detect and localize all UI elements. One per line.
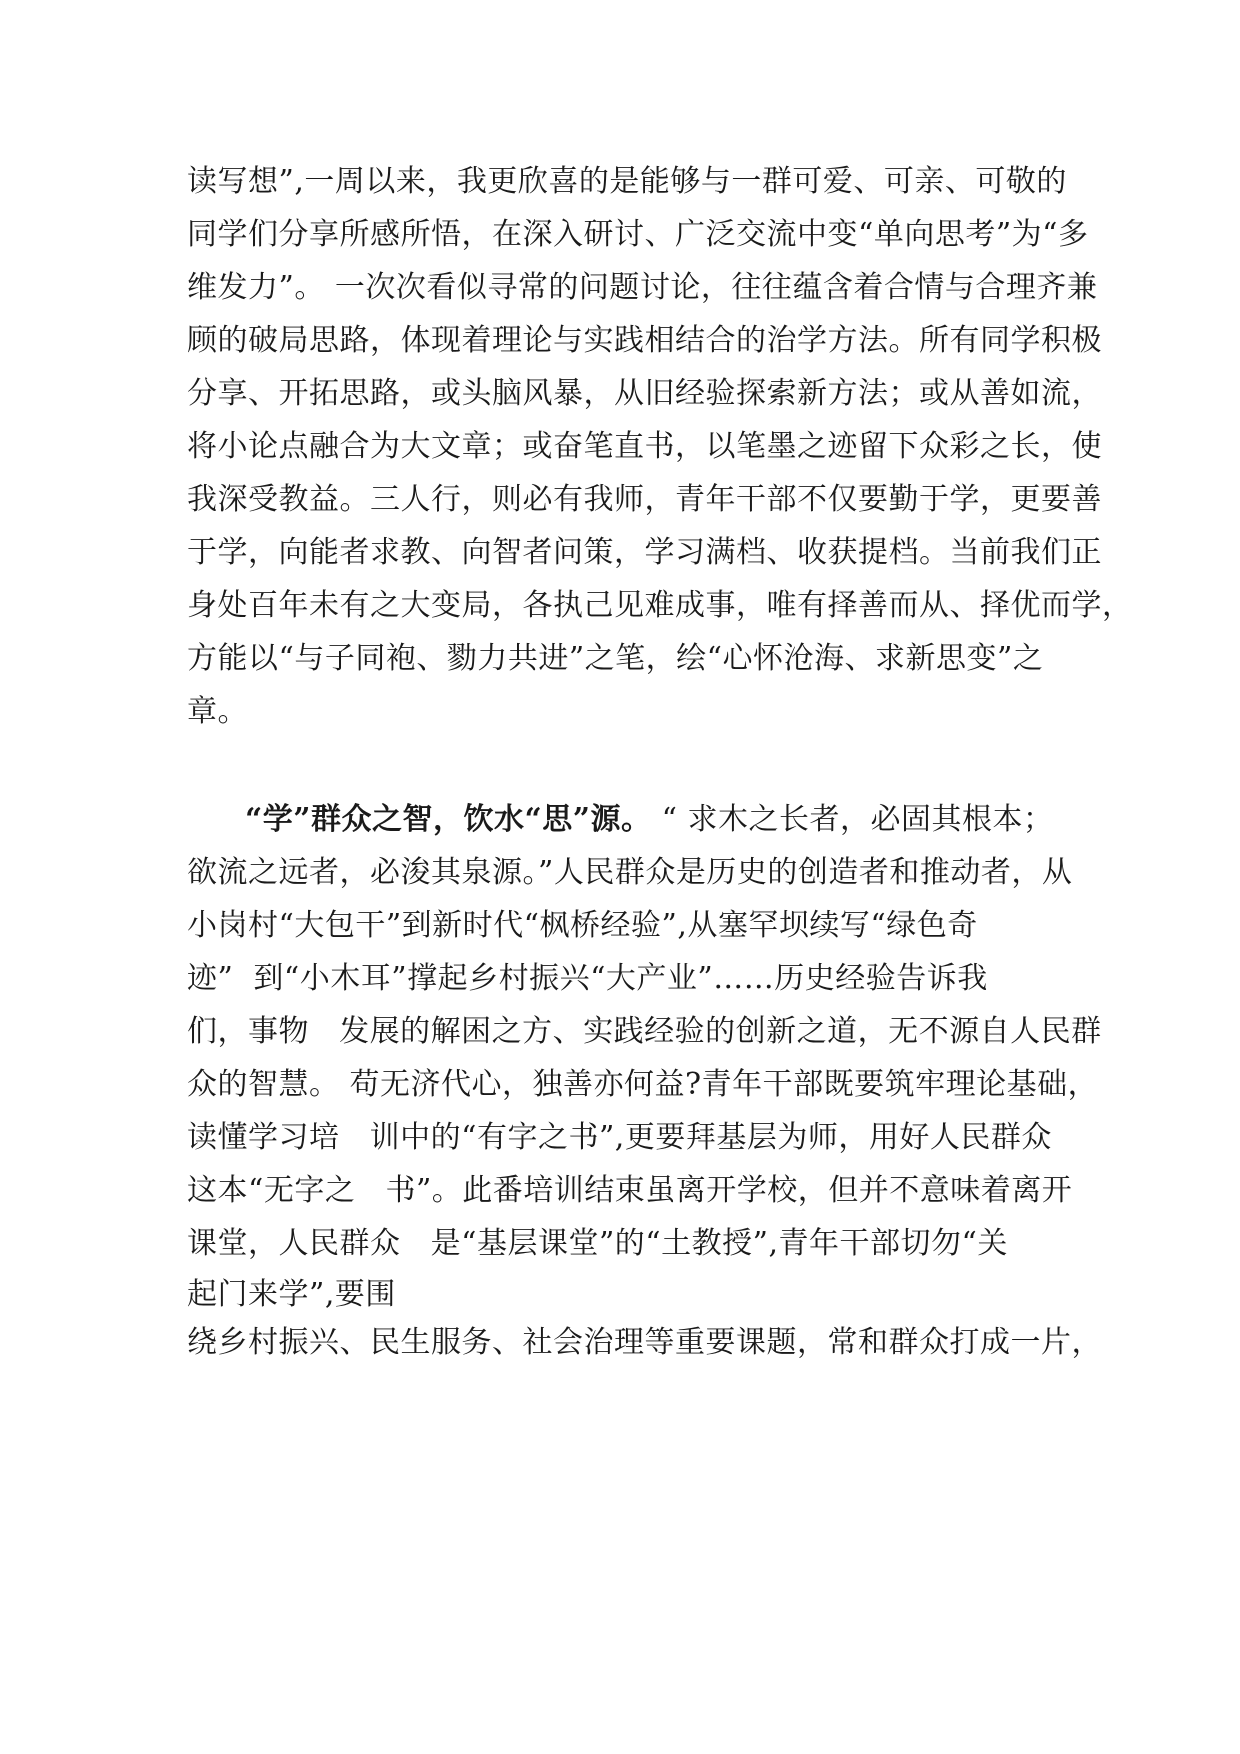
- paragraph-1-line: 顾的破局思路，体现着理论与实践相结合的治学方法。所有同学积极: [187, 323, 1102, 358]
- paragraph-1-line: 章。: [187, 694, 248, 729]
- paragraph-2-line: 这本“无字之 书”。此番培训结束虽离开学校，但并不意味着离开: [187, 1173, 1073, 1208]
- paragraph-2-line: 小岗村“大包干”到新时代“枫桥经验”,从塞罕坝续写“绿色奇: [187, 908, 978, 943]
- paragraph-2-heading: “学”群众之智，饮水“思”源。: [245, 802, 652, 837]
- paragraph-1-line: 分享、开拓思路，或头脑风暴，从旧经验探索新方法；或从善如流，: [187, 376, 1102, 411]
- paragraph-2-line: 们，事物 发展的解困之方、实践经验的创新之道，无不源自人民群: [187, 1014, 1102, 1049]
- paragraph-1-line: 身处百年未有之大变局，各执己见难成事，唯有择善而从、择优而学，: [187, 588, 1133, 623]
- paragraph-2-line: 绕乡村振兴、民生服务、社会治理等重要课题，常和群众打成一片，: [187, 1325, 1102, 1360]
- paragraph-2-line: 课堂，人民群众 是“基层课堂”的“土教授”,青年干部切勿“关: [187, 1226, 1008, 1261]
- paragraph-2-line: 众的智慧。 苟无济代心，独善亦何益?青年干部既要筑牢理论基础，: [187, 1067, 1099, 1102]
- paragraph-1-line: 同学们分享所感所悟，在深入研讨、广泛交流中变“单向思考”为“多: [187, 217, 1089, 252]
- paragraph-2-first-line-text: “ 求木之长者，必固其根本；: [651, 802, 1054, 837]
- paragraph-2-line: 读懂学习培 训中的“有字之书”,更要拜基层为师，用好人民群众: [187, 1120, 1052, 1155]
- paragraph-1-line: 维发力”。 一次次看似寻常的问题讨论，往往蕴含着合情与合理齐兼: [187, 270, 1098, 305]
- paragraph-2-first-line: [187, 800, 1057, 840]
- paragraph-1-line: 方能以“与子同袍、勠力共进”之笔，绘“心怀沧海、求新思变”之: [187, 641, 1044, 676]
- paragraph-1-line: 将小论点融合为大文章；或奋笔直书，以笔墨之迹留下众彩之长，使: [187, 429, 1102, 464]
- paragraph-2-line: 迹” 到“小木耳”撑起乡村振兴“大产业”……历史经验告诉我: [187, 961, 988, 996]
- paragraph-1-line: 于学，向能者求教、向智者问策，学习满档、收获提档。当前我们正: [187, 535, 1102, 570]
- paragraph-2-line: 起门来学”,要围: [187, 1277, 396, 1312]
- paragraph-1-line: 我深受教益。三人行，则必有我师，青年干部不仅要勤于学，更要善: [187, 482, 1102, 517]
- paragraph-2-line: 欲流之远者，必浚其泉源。”人民群众是历史的创造者和推动者，从: [187, 855, 1073, 890]
- paragraph-1-line: 读写想”,一周以来，我更欣喜的是能够与一群可爱、可亲、可敬的: [187, 164, 1067, 199]
